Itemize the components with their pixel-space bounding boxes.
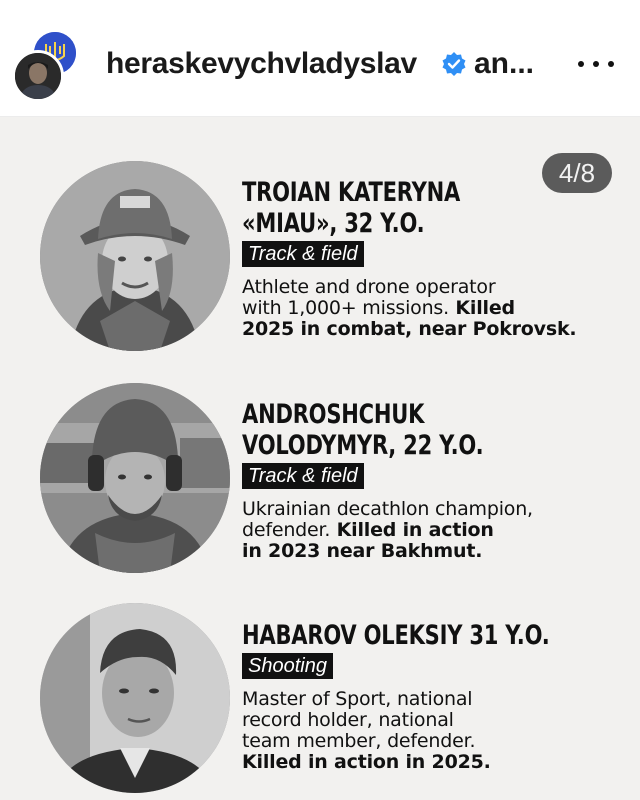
desc-text: defender. — [242, 519, 331, 541]
desc-line — [242, 752, 622, 773]
username[interactable]: heraskevychvladyslav — [106, 47, 417, 80]
profile-avatar[interactable] — [12, 32, 76, 96]
person-name-line: «MIAU», 32 Y.O. — [242, 208, 425, 239]
desc-line: Ukrainian decathlon champion, — [242, 498, 533, 520]
more-dot-icon — [593, 61, 599, 67]
carousel-counter: 4/8 — [542, 153, 612, 193]
person-name-line: HABAROV OLEKSIY 31 Y.O. — [242, 620, 550, 651]
person-info — [242, 620, 622, 773]
more-dot-icon — [608, 61, 614, 67]
soldier-photo-icon — [40, 383, 230, 573]
verified-badge-icon — [441, 51, 467, 77]
desc-bold-text: Killed — [448, 297, 515, 319]
more-options-button[interactable] — [578, 52, 614, 76]
desc-bold-text: Killed in action — [330, 519, 494, 541]
desc-bold-text: Killed in action in 2025. — [242, 751, 491, 773]
person-name-line: ANDROSHCHUK — [242, 399, 425, 430]
person-photo — [40, 161, 230, 351]
person-info — [242, 177, 622, 340]
avatar-primary — [12, 50, 64, 102]
person-name-line: VOLODYMYR, 22 Y.O. — [242, 430, 484, 461]
desc-text: with 1,000+ missions. — [242, 297, 449, 319]
desc-line: record holder, national — [242, 709, 454, 731]
person-description — [242, 277, 622, 340]
person-photo — [40, 383, 230, 573]
post-media[interactable] — [0, 117, 640, 800]
desc-line: Athlete and drone operator — [242, 276, 496, 298]
person-photo-icon — [40, 603, 230, 793]
person-avatar-icon — [15, 53, 61, 99]
person-info — [242, 399, 622, 562]
person-name — [242, 399, 609, 461]
desc-line: team member, defender. — [242, 730, 476, 752]
soldier-photo-icon — [40, 161, 230, 351]
person-name-line: TROIAN KATERYNA — [242, 177, 461, 208]
collaborator-truncated[interactable]: an... — [474, 47, 535, 80]
post-header — [0, 0, 640, 117]
desc-line: Master of Sport, national — [242, 688, 473, 710]
person-name — [242, 620, 609, 651]
desc-bold-text: in 2023 near Bakhmut. — [242, 540, 483, 562]
sport-tag: Track & field — [242, 241, 364, 267]
sport-tag: Shooting — [242, 653, 333, 679]
person-description — [242, 689, 622, 773]
more-dot-icon — [578, 61, 584, 67]
person-photo — [40, 603, 230, 793]
person-description — [242, 499, 622, 562]
sport-tag: Track & field — [242, 463, 364, 489]
desc-bold-text: 2025 in combat, near Pokrovsk. — [242, 318, 577, 340]
desc-line — [242, 298, 622, 319]
desc-line — [242, 520, 622, 541]
person-name — [242, 177, 609, 239]
desc-line — [242, 541, 622, 562]
desc-line — [242, 319, 622, 340]
